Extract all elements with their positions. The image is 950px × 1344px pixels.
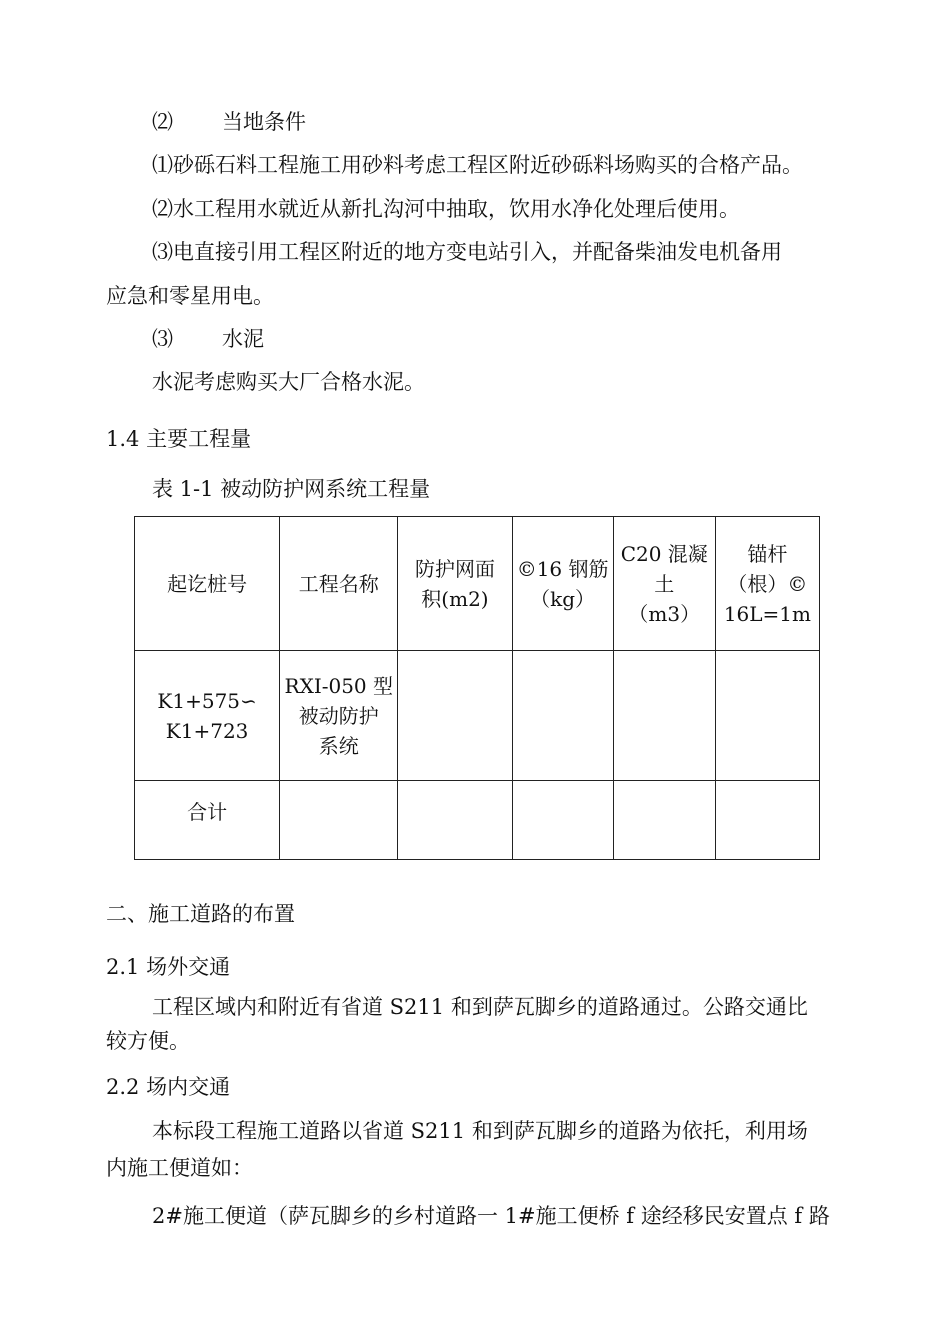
header-cell-net-area: 防护网面 积(m2) <box>398 517 512 651</box>
table-cell <box>512 651 613 781</box>
table-cell <box>512 781 613 860</box>
paragraph-external-traffic-cont: 较方便。 <box>106 1029 190 1053</box>
section-heading-internal-traffic: 2.2 场内交通 <box>106 1075 231 1099</box>
header-cell-project-name: 工程名称 <box>280 517 398 651</box>
header-cell-concrete: C20 混凝 土 （m3） <box>613 517 715 651</box>
table-caption: 表 1-1 被动防护网系统工程量 <box>152 477 431 501</box>
paragraph-sand-gravel: ⑴砂砾石料工程施工用砂料考虑工程区附近砂砾料场购买的合格产品。 <box>152 153 803 177</box>
table-cell <box>715 651 819 781</box>
item-number-2 <box>152 109 306 135</box>
table-total-row <box>135 781 820 860</box>
table-cell <box>398 651 512 781</box>
paragraph-cement: 水泥考虑购买大厂合格水泥。 <box>152 370 425 394</box>
table-header-row <box>135 517 820 651</box>
table-cell: K1+575∽ K1+723 <box>135 651 280 781</box>
item-heading-cement: 水泥 <box>222 327 264 351</box>
paragraph-external-traffic: 工程区域内和附近有省道 S211 和到萨瓦脚乡的道路通过。公路交通比 <box>152 995 808 1019</box>
paragraph-electricity: ⑶电直接引用工程区附近的地方变电站引入，并配备柴油发电机备用 <box>152 240 782 264</box>
table-cell <box>398 781 512 860</box>
paragraph-internal-traffic: 本标段工程施工道路以省道 S211 和到萨瓦脚乡的道路为依托，利用场 <box>152 1119 808 1143</box>
table-row <box>135 651 820 781</box>
section-heading-main-quantities: 1.4 主要工程量 <box>106 427 252 451</box>
chapter-heading-roads: 二、施工道路的布置 <box>106 902 295 926</box>
table-cell <box>280 781 398 860</box>
table-cell: RXI-050 型 被动防护 系统 <box>280 651 398 781</box>
item-heading-local-conditions: 当地条件 <box>222 110 306 134</box>
table-cell <box>715 781 819 860</box>
table-cell <box>613 781 715 860</box>
table-cell <box>613 651 715 781</box>
item-number-3 <box>152 326 264 352</box>
item-index: ⑶ <box>152 327 173 351</box>
table-cell-total-label: 合计 <box>135 781 280 860</box>
paragraph-water: ⑵水工程用水就近从新扎沟河中抽取，饮用水净化处理后使用。 <box>152 197 740 221</box>
item-index: ⑵ <box>152 110 173 134</box>
header-cell-anchor: 锚杆 （根）© 16L=1m <box>715 517 819 651</box>
quantities-table <box>134 516 820 860</box>
header-cell-rebar: ©16 钢筋 （kg） <box>512 517 613 651</box>
header-cell-station: 起讫桩号 <box>135 517 280 651</box>
paragraph-temp-road-2: 2#施工便道（萨瓦脚乡的乡村道路一 1#施工便桥 f 途经移民安置点 f 路 <box>152 1204 830 1228</box>
section-heading-external-traffic: 2.1 场外交通 <box>106 955 231 979</box>
paragraph-internal-traffic-cont: 内施工便道如： <box>106 1156 253 1180</box>
paragraph-electricity-cont: 应急和零星用电。 <box>106 284 274 308</box>
